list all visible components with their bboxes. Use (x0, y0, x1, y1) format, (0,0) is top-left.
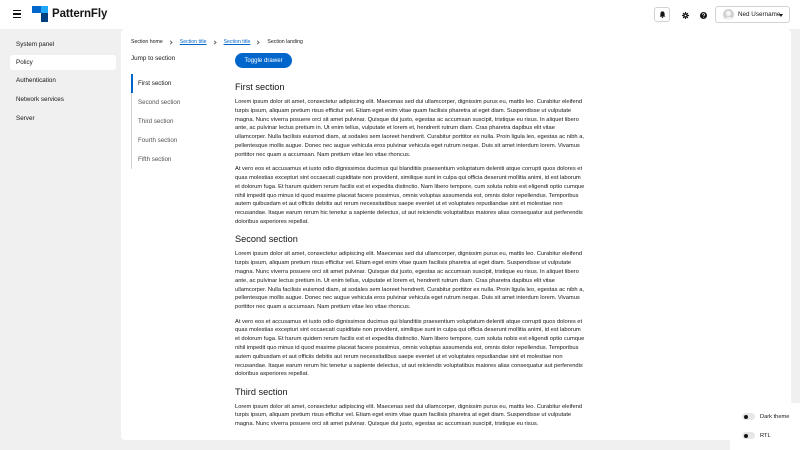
section-third (235, 385, 585, 429)
angle-right-icon (168, 40, 172, 44)
section-paragraph: Lorem ipsum dolor sit amet, consectetur adipiscing elit. Maecenas sed dui ullamcorper, dignissim purus eu, mattis leo. Curabitur eleifend turpis ipsum, aliquam pretium risus efficitur vel. Etiam eget enim vitae quam facilisis pharetra at eget diam. Suspendisse ut vulputate magna. Nunc viverra posuere orci sit amet pulvinar. Quisque dui justo, egestas ac accumsan suscipit, tristique eu risus. In aliquet libero ante, ac pulvinar lectus pretium in. Ut enim tellus, vulputate et lorem et, hendrerit rutrum diam. Cras pharetra dapibus elit vitae ullamcorper. Nulla facilisis euismod diam, at sodales sem laoreet hendrerit. Curabitur porttitor ex nulla. Proin ligula leo, egestas ac nibh a, pellentesque mollis augue. Donec nec augue vehicula eros pulvinar vehicula eget rutrum neque. Duis sit amet interdum lorem. Vivamus porttitor nec quam a accumsan. Nam pretium vitae leo vitae rhoncus. (235, 251, 585, 311)
notifications-button[interactable] (654, 7, 670, 22)
section-title: Third section (235, 386, 288, 397)
sidebar-item-policy[interactable]: Policy (10, 55, 116, 70)
jump-link-fifth-section[interactable]: Fifth section (138, 156, 172, 163)
section-title: Second section (235, 234, 298, 245)
main-content (121, 29, 791, 440)
breadcrumb-item-home[interactable]: Section home (131, 39, 163, 45)
section-paragraph: At vero eos et accusamus et iusto odio dignissimos ducimus qui blanditiis praesentium voluptatum deleniti atque corrupti quos dolores et quas molestias excepturi sint occaecati cupiditate non provident, similique sunt in culpa qui officia deserunt mollitia animi, id est laborum et dolorum fuga. Et harum quidem rerum facilis est et expedita distinctio. Nam libero tempore, cum soluta nobis est eligendi optio cumque nihil impedit quo minus id quod maxime placeat facere possimus, omnis voluptas assumenda est, omnis dolor repellendus. Temporibus autem quibusdam et aut officiis debitis aut rerum necessitatibus saepe eveniet ut et voluptates repudiandae sint et molestiae non recusandae. Itaque earum rerum hic tenetur a sapiente delectus, ut aut reiciendis voluptatibus maiores alias consequatur aut perferendis doloribus asperiores repellat. (235, 166, 585, 225)
patternfly-logo-icon (32, 6, 48, 22)
section-title: First section (235, 82, 285, 92)
rtl-label: RTL (760, 433, 771, 439)
settings-button[interactable] (678, 8, 692, 22)
help-button[interactable] (696, 8, 710, 22)
avatar (723, 9, 734, 20)
jump-link-first-section[interactable]: First section (132, 74, 223, 93)
sidebar-item-server[interactable]: Server (16, 115, 35, 122)
toggle-drawer-button[interactable]: Toggle drawer (235, 53, 292, 68)
brand-name: PatternFly (52, 8, 108, 20)
masthead (0, 0, 800, 29)
cog-icon (682, 12, 689, 19)
sidebar-item-network-services[interactable]: Network services (16, 96, 64, 103)
section-second (235, 232, 585, 379)
jump-link-second-section[interactable]: Second section (138, 99, 181, 106)
breadcrumb-current: Section landing (267, 39, 303, 45)
sidebar-item-authentication[interactable]: Authentication (16, 77, 56, 84)
dark-theme-label: Dark theme (760, 414, 790, 420)
brand-logo-link[interactable] (32, 6, 107, 22)
sections-content (235, 76, 585, 435)
question-circle-icon (700, 12, 707, 19)
jump-link-fourth-section[interactable]: Fourth section (138, 137, 178, 144)
breadcrumb-link[interactable]: Section title (179, 39, 207, 45)
caret-down-icon (779, 14, 783, 17)
theme-options-panel (730, 403, 800, 450)
sidebar-item-system-panel[interactable]: System panel (16, 41, 55, 48)
section-first (235, 80, 585, 227)
user-name: Ned Username (738, 11, 781, 18)
breadcrumb-link[interactable]: Section title (223, 39, 251, 45)
section-paragraph: Lorem ipsum dolor sit amet, consectetur adipiscing elit. Maecenas sed dui ullamcorper, dignissim purus eu, mattis leo. Curabitur eleifend turpis ipsum, aliquam pretium risus efficitur vel. Etiam eget enim vitae quam facilisis pharetra at eget diam. Suspendisse ut vulputate magna. Nunc viverra posuere orci sit amet pulvinar. Quisque dui justo, egestas ac accumsan suscipit, tristique eu risus. In aliquet libero ante, ac pulvinar lectus pretium in. Ut enim tellus, vulputate et lorem et, hendrerit rutrum diam. Cras pharetra dapibus elit vitae ullamcorper. Nulla facilisis euismod diam, at sodales sem laoreet hendrerit. Curabitur porttitor ex nulla. Proin ligula leo, egestas ac nibh a, pellentesque mollis augue. Donec nec augue vehicula eros pulvinar vehicula eget rutrum neque. Duis sit amet interdum lorem. Vivamus porttitor nec quam a accumsan. Nam pretium vitae leo vitae rhoncus. (235, 99, 585, 158)
jump-links-title: Jump to section (131, 55, 176, 62)
sidebar-nav (0, 29, 121, 450)
user-dropdown[interactable] (715, 6, 790, 23)
dark-theme-switch[interactable] (742, 413, 755, 420)
rtl-switch[interactable] (742, 432, 755, 439)
bars-icon[interactable] (13, 10, 21, 18)
jump-links-list (131, 74, 223, 169)
breadcrumb (131, 39, 303, 45)
bell-icon (659, 11, 666, 18)
section-paragraph: At vero eos et accusamus et iusto odio dignissimos ducimus qui blanditiis praesentium voluptatum deleniti atque corrupti quos dolores et quas molestias excepturi sint occaecati cupiditate non provident, similique sunt in culpa qui officia deserunt mollitia animi, id est laborum et dolorum fuga. Et harum quidem rerum facilis est et expedita distinctio. Nam libero tempore, cum soluta nobis est eligendi optio cumque nihil impedit quo minus id quod maxime placeat facere possimus, omnis voluptas assumenda est, omnis dolor repellendus. Temporibus autem quibusdam et aut officiis debitis aut rerum necessitatibus saepe eveniet ut et voluptates repudiandae sint et molestiae non recusandae. Itaque earum rerum hic tenetur a sapiente delectus, ut aut reiciendis voluptatibus maiores alias consequatur aut perferendis doloribus asperiores repellat. (235, 318, 585, 378)
angle-right-icon (256, 40, 260, 44)
angle-right-icon (212, 40, 216, 44)
section-paragraph: Lorem ipsum dolor sit amet, consectetur adipiscing elit. Maecenas sed dui ullamcorper, dignissim purus eu, mattis leo. Curabitur eleifend turpis ipsum, aliquam pretium risus efficitur vel. Etiam eget enim vitae quam facilisis pharetra at eget diam. Suspendisse ut vulputate magna. Nunc viverra posuere orci sit amet pulvinar. Quisque dui justo, egestas ac accumsan suscipit, tristique eu risus. (235, 403, 583, 428)
jump-link-third-section[interactable]: Third section (138, 118, 174, 125)
